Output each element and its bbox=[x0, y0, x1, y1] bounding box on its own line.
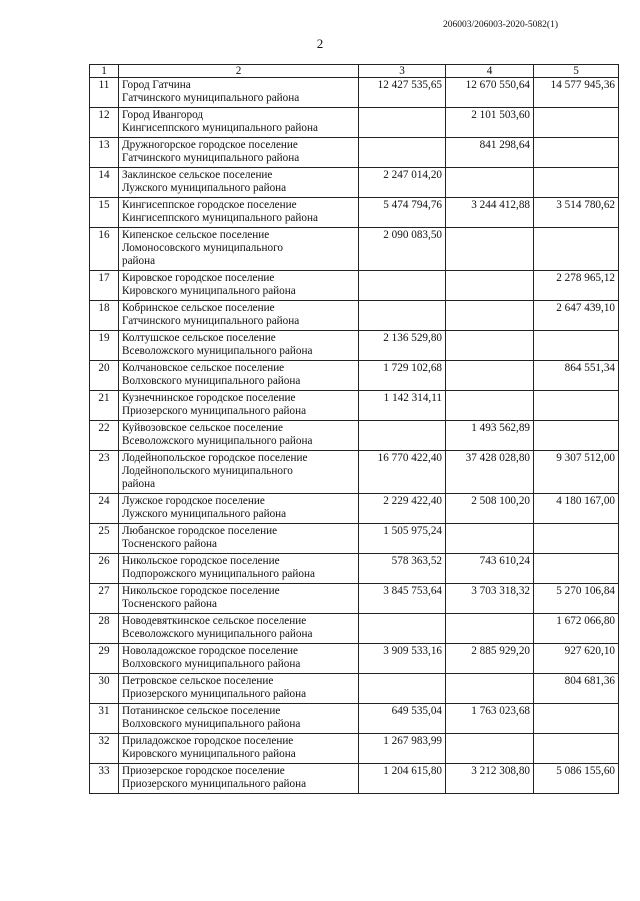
amount-c3: 1 142 314,11 bbox=[359, 391, 446, 421]
amount-c4 bbox=[446, 614, 534, 644]
header-row bbox=[90, 65, 619, 78]
table-row bbox=[90, 361, 619, 391]
amount-c4: 3 244 412,88 bbox=[446, 198, 534, 228]
amount-c4 bbox=[446, 301, 534, 331]
municipality-name bbox=[119, 494, 359, 524]
amount-c3 bbox=[359, 138, 446, 168]
municipality-name bbox=[119, 524, 359, 554]
municipality-name-line: Кингисеппское городское поселение bbox=[122, 199, 297, 211]
amount-c4: 2 885 929,20 bbox=[446, 644, 534, 674]
row-number: 31 bbox=[90, 704, 119, 734]
table-body bbox=[90, 78, 619, 794]
amount-c4 bbox=[446, 228, 534, 271]
amount-c5 bbox=[534, 168, 619, 198]
allocation-table bbox=[89, 64, 619, 794]
amount-c4: 3 703 318,32 bbox=[446, 584, 534, 614]
municipality-name-line: Любанское городское поселение bbox=[122, 525, 278, 537]
municipality-name-line: Лужского муниципального района bbox=[122, 508, 287, 521]
row-number: 33 bbox=[90, 764, 119, 794]
municipality-name bbox=[119, 301, 359, 331]
table-row bbox=[90, 198, 619, 228]
amount-c4: 841 298,64 bbox=[446, 138, 534, 168]
table-row bbox=[90, 331, 619, 361]
municipality-name-line: Приозерского муниципального района bbox=[122, 778, 307, 791]
municipality-name-line: Кингисеппского муниципального района bbox=[122, 122, 318, 135]
amount-c5: 1 672 066,80 bbox=[534, 614, 619, 644]
municipality-name-line: Волховского муниципального района bbox=[122, 718, 301, 731]
municipality-name bbox=[119, 644, 359, 674]
municipality-name-line: Приозерское городское поселение bbox=[122, 765, 285, 777]
municipality-name bbox=[119, 584, 359, 614]
row-number: 18 bbox=[90, 301, 119, 331]
table-row bbox=[90, 674, 619, 704]
row-number: 13 bbox=[90, 138, 119, 168]
document-id: 206003/206003-2020-5082(1) bbox=[442, 20, 558, 30]
amount-c4: 1 763 023,68 bbox=[446, 704, 534, 734]
amount-c4: 2 508 100,20 bbox=[446, 494, 534, 524]
amount-c3: 649 535,04 bbox=[359, 704, 446, 734]
municipality-name bbox=[119, 734, 359, 764]
table-row bbox=[90, 168, 619, 198]
table-row bbox=[90, 704, 619, 734]
amount-c4 bbox=[446, 524, 534, 554]
table-row bbox=[90, 494, 619, 524]
row-number: 28 bbox=[90, 614, 119, 644]
row-number: 12 bbox=[90, 108, 119, 138]
amount-c5 bbox=[534, 228, 619, 271]
amount-c5 bbox=[534, 331, 619, 361]
municipality-name-line: Кировского муниципального района bbox=[122, 748, 296, 761]
amount-c5: 14 577 945,36 bbox=[534, 78, 619, 108]
municipality-name-line: Всеволожского муниципального района bbox=[122, 628, 313, 641]
table-row bbox=[90, 301, 619, 331]
municipality-name-line: Ломоносовского муниципального bbox=[122, 242, 283, 255]
municipality-name-line: Гатчинского муниципального района bbox=[122, 92, 300, 105]
amount-c5 bbox=[534, 734, 619, 764]
municipality-name bbox=[119, 614, 359, 644]
municipality-name-line: Город Гатчина bbox=[122, 79, 191, 91]
amount-c5 bbox=[534, 421, 619, 451]
row-number: 17 bbox=[90, 271, 119, 301]
table-row bbox=[90, 271, 619, 301]
municipality-name bbox=[119, 271, 359, 301]
row-number: 29 bbox=[90, 644, 119, 674]
amount-c3: 1 204 615,80 bbox=[359, 764, 446, 794]
amount-c3 bbox=[359, 271, 446, 301]
amount-c5: 5 270 106,84 bbox=[534, 584, 619, 614]
amount-c3: 2 247 014,20 bbox=[359, 168, 446, 198]
amount-c5: 4 180 167,00 bbox=[534, 494, 619, 524]
table-row bbox=[90, 451, 619, 494]
municipality-name-line: района bbox=[122, 255, 156, 268]
amount-c3: 12 427 535,65 bbox=[359, 78, 446, 108]
amount-c5: 3 514 780,62 bbox=[534, 198, 619, 228]
row-number: 23 bbox=[90, 451, 119, 494]
municipality-name bbox=[119, 391, 359, 421]
amount-c3: 1 729 102,68 bbox=[359, 361, 446, 391]
page-number: 2 bbox=[316, 36, 324, 51]
amount-c5: 9 307 512,00 bbox=[534, 451, 619, 494]
table-row bbox=[90, 734, 619, 764]
row-number: 24 bbox=[90, 494, 119, 524]
municipality-name bbox=[119, 228, 359, 271]
municipality-name-line: Колчановское сельское поселение bbox=[122, 362, 285, 374]
municipality-name-line: Потанинское сельское поселение bbox=[122, 705, 281, 717]
municipality-name-line: Кобринское сельское поселение bbox=[122, 302, 275, 314]
amount-c4 bbox=[446, 168, 534, 198]
amount-c3: 2 136 529,80 bbox=[359, 331, 446, 361]
row-number: 14 bbox=[90, 168, 119, 198]
municipality-name bbox=[119, 108, 359, 138]
municipality-name bbox=[119, 451, 359, 494]
amount-c5 bbox=[534, 704, 619, 734]
amount-c3 bbox=[359, 301, 446, 331]
amount-c5 bbox=[534, 391, 619, 421]
row-number: 27 bbox=[90, 584, 119, 614]
header-col-2: 2 bbox=[119, 65, 359, 78]
amount-c4 bbox=[446, 391, 534, 421]
amount-c5: 2 647 439,10 bbox=[534, 301, 619, 331]
municipality-name-line: Кузнечнинское городское поселение bbox=[122, 392, 296, 404]
amount-c3 bbox=[359, 614, 446, 644]
amount-c3: 1 505 975,24 bbox=[359, 524, 446, 554]
amount-c5: 5 086 155,60 bbox=[534, 764, 619, 794]
amount-c3: 2 229 422,40 bbox=[359, 494, 446, 524]
table-row bbox=[90, 421, 619, 451]
municipality-name-line: Кингисеппского муниципального района bbox=[122, 212, 318, 225]
table-row bbox=[90, 228, 619, 271]
municipality-name-line: Приладожское городское поселение bbox=[122, 735, 294, 747]
municipality-name-line: Подпорожского муниципального района bbox=[122, 568, 315, 581]
amount-c3: 1 267 983,99 bbox=[359, 734, 446, 764]
amount-c4: 1 493 562,89 bbox=[446, 421, 534, 451]
row-number: 30 bbox=[90, 674, 119, 704]
municipality-name bbox=[119, 78, 359, 108]
row-number: 22 bbox=[90, 421, 119, 451]
row-number: 15 bbox=[90, 198, 119, 228]
municipality-name-line: Петровское сельское поселение bbox=[122, 675, 274, 687]
municipality-name bbox=[119, 138, 359, 168]
row-number: 26 bbox=[90, 554, 119, 584]
municipality-name-line: Колтушское сельское поселение bbox=[122, 332, 276, 344]
municipality-name-line: Лужское городское поселение bbox=[122, 495, 265, 507]
amount-c5: 2 278 965,12 bbox=[534, 271, 619, 301]
header-col-3: 3 bbox=[359, 65, 446, 78]
amount-c5 bbox=[534, 554, 619, 584]
amount-c3 bbox=[359, 108, 446, 138]
municipality-name bbox=[119, 764, 359, 794]
row-number: 21 bbox=[90, 391, 119, 421]
amount-c3: 5 474 794,76 bbox=[359, 198, 446, 228]
municipality-name bbox=[119, 168, 359, 198]
municipality-name-line: Новоладожское городское поселение bbox=[122, 645, 298, 657]
municipality-name-line: района bbox=[122, 478, 156, 491]
municipality-name-line: Заклинское сельское поселение bbox=[122, 169, 273, 181]
municipality-name-line: Тосненского района bbox=[122, 538, 217, 551]
amount-c4 bbox=[446, 674, 534, 704]
municipality-name bbox=[119, 331, 359, 361]
municipality-name-line: Кировское городское поселение bbox=[122, 272, 275, 284]
row-number: 19 bbox=[90, 331, 119, 361]
amount-c4: 743 610,24 bbox=[446, 554, 534, 584]
municipality-name-line: Всеволожского муниципального района bbox=[122, 435, 313, 448]
table-row bbox=[90, 644, 619, 674]
table-row bbox=[90, 584, 619, 614]
municipality-name-line: Волховского муниципального района bbox=[122, 375, 301, 388]
table-row bbox=[90, 108, 619, 138]
amount-c4: 3 212 308,80 bbox=[446, 764, 534, 794]
amount-c3: 16 770 422,40 bbox=[359, 451, 446, 494]
amount-c4 bbox=[446, 734, 534, 764]
municipality-name-line: Приозерского муниципального района bbox=[122, 405, 307, 418]
amount-c5: 804 681,36 bbox=[534, 674, 619, 704]
amount-c4: 2 101 503,60 bbox=[446, 108, 534, 138]
row-number: 20 bbox=[90, 361, 119, 391]
table-row bbox=[90, 764, 619, 794]
municipality-name-line: Город Ивангород bbox=[122, 109, 204, 121]
table-row bbox=[90, 614, 619, 644]
amount-c3 bbox=[359, 674, 446, 704]
municipality-name-line: Волховского муниципального района bbox=[122, 658, 301, 671]
table-row bbox=[90, 524, 619, 554]
amount-c4 bbox=[446, 271, 534, 301]
amount-c5 bbox=[534, 108, 619, 138]
municipality-name-line: Гатчинского муниципального района bbox=[122, 315, 300, 328]
municipality-name bbox=[119, 674, 359, 704]
municipality-name-line: Всеволожского муниципального района bbox=[122, 345, 313, 358]
header-col-4: 4 bbox=[446, 65, 534, 78]
municipality-name-line: Лодейнопольского муниципального bbox=[122, 465, 293, 478]
amount-c5 bbox=[534, 524, 619, 554]
row-number: 25 bbox=[90, 524, 119, 554]
amount-c5 bbox=[534, 138, 619, 168]
municipality-name-line: Дружногорское городское поселение bbox=[122, 139, 298, 151]
municipality-name-line: Лодейнопольское городское поселение bbox=[122, 452, 308, 464]
amount-c4 bbox=[446, 331, 534, 361]
table-row bbox=[90, 78, 619, 108]
table-row bbox=[90, 391, 619, 421]
amount-c4 bbox=[446, 361, 534, 391]
amount-c3: 3 909 533,16 bbox=[359, 644, 446, 674]
row-number: 32 bbox=[90, 734, 119, 764]
amount-c5: 864 551,34 bbox=[534, 361, 619, 391]
municipality-name-line: Тосненского района bbox=[122, 598, 217, 611]
amount-c4: 12 670 550,64 bbox=[446, 78, 534, 108]
municipality-name-line: Кипенское сельское поселение bbox=[122, 229, 270, 241]
municipality-name-line: Никольское городское поселение bbox=[122, 585, 280, 597]
municipality-name bbox=[119, 421, 359, 451]
table-row bbox=[90, 554, 619, 584]
row-number: 11 bbox=[90, 78, 119, 108]
municipality-name-line: Кировского муниципального района bbox=[122, 285, 296, 298]
amount-c3: 3 845 753,64 bbox=[359, 584, 446, 614]
municipality-name bbox=[119, 554, 359, 584]
amount-c3 bbox=[359, 421, 446, 451]
municipality-name-line: Новодевяткинское сельское поселение bbox=[122, 615, 307, 627]
table-row bbox=[90, 138, 619, 168]
municipality-name-line: Приозерского муниципального района bbox=[122, 688, 307, 701]
municipality-name-line: Гатчинского муниципального района bbox=[122, 152, 300, 165]
municipality-name-line: Лужского муниципального района bbox=[122, 182, 287, 195]
municipality-name-line: Куйвозовское сельское поселение bbox=[122, 422, 283, 434]
municipality-name bbox=[119, 198, 359, 228]
amount-c3: 2 090 083,50 bbox=[359, 228, 446, 271]
header-col-1: 1 bbox=[90, 65, 119, 78]
amount-c3: 578 363,52 bbox=[359, 554, 446, 584]
municipality-name bbox=[119, 704, 359, 734]
amount-c4: 37 428 028,80 bbox=[446, 451, 534, 494]
header-col-5: 5 bbox=[534, 65, 619, 78]
municipality-name bbox=[119, 361, 359, 391]
municipality-name-line: Никольское городское поселение bbox=[122, 555, 280, 567]
amount-c5: 927 620,10 bbox=[534, 644, 619, 674]
row-number: 16 bbox=[90, 228, 119, 271]
